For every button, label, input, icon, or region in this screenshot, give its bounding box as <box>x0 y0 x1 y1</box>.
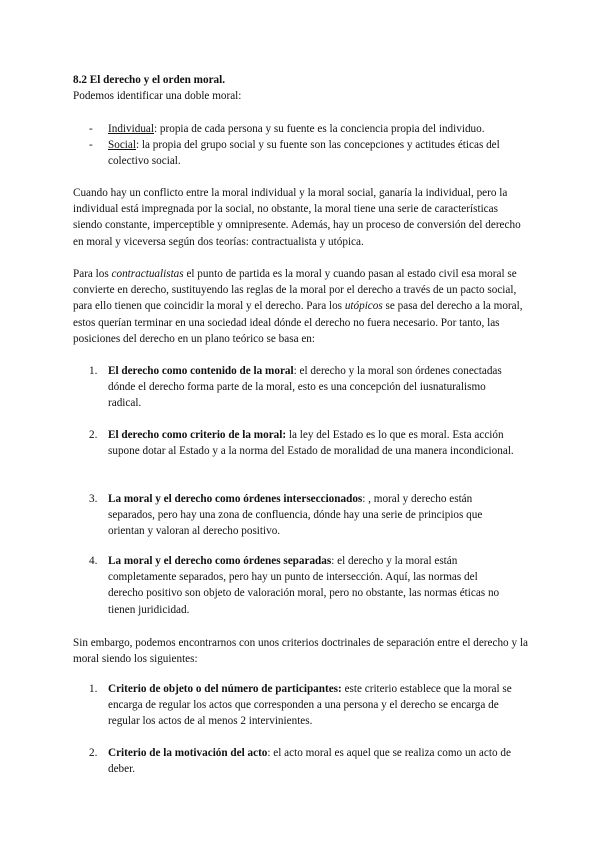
list-item <box>89 427 514 459</box>
section-intro: Podemos identificar una doble moral: <box>73 90 242 102</box>
item-text: la ley del Estado es lo que es moral. Esta acción supone dotar al Estado y a la norma del Estado de moralidad de una manera incondicional. <box>108 429 514 458</box>
item-text: : el derecho y la moral están completamente separados, pero hay un punto de intersección. Aquí, las normas del derecho positivo son objeto de valoración moral, pero no obstante, las normas éticas no tienen juridicidad. <box>108 555 500 616</box>
list-number: 1. <box>89 365 98 377</box>
item-text: : , moral y derecho están separados, pero hay una zona de confluencia, dónde hay una serie de principios que orientan y valoran al derecho positivo. <box>108 493 483 538</box>
item-title: El derecho como criterio de la moral: <box>108 429 287 441</box>
item-title: La moral y el derecho como órdenes separadas <box>108 555 332 567</box>
list-item <box>89 745 514 777</box>
paragraph-text: se pasa del derecho a la moral, estos querían terminar en una sociedad ideal dónde el derecho no fuera necesario. Por tanto, las posiciones del derecho en un plano teórico se basa en: <box>73 300 523 345</box>
item-text: este criterio establece que la moral se encarga de regular los actos que corresponden a una persona y el derecho se encarga de regular los actos de al menos 2 intervinientes. <box>108 683 512 728</box>
paragraph <box>73 266 528 347</box>
bullet-term: Individual <box>108 123 154 135</box>
item-title: Criterio de objeto o del número de participantes: <box>108 683 342 695</box>
section-heading: 8.2 El derecho y el orden moral. <box>73 74 226 86</box>
paragraph-text: el punto de partida es la moral y cuando pasan al estado civil esa moral se convierte en derecho, sustituyendo las reglas de la moral por el derecho a través de un pacto social, para ello tienen que coincidir la moral y el derecho. Para los <box>73 268 517 313</box>
item-text: : el derecho y la moral son órdenes conectadas dónde el derecho forma parte de la moral, esto es una concepción del iusnaturalismo radical. <box>108 365 502 410</box>
list-item <box>89 553 514 618</box>
bullet-text: : la propia del grupo social y su fuente son las concepciones y actitudes éticas del colectivo social. <box>108 139 500 168</box>
paragraph-italic: utópicos <box>344 300 383 313</box>
item-title: El derecho como contenido de la moral <box>108 365 294 377</box>
bullet-marker: - <box>89 123 93 135</box>
list-item <box>89 681 514 730</box>
list-number: 2. <box>89 429 98 441</box>
bullet-marker: - <box>89 139 93 151</box>
bullet-text: : propia de cada persona y su fuente es la conciencia propia del individuo. <box>154 123 485 135</box>
item-title: La moral y el derecho como órdenes interseccionados <box>108 493 363 505</box>
list-item <box>89 137 529 169</box>
list-item <box>89 363 514 412</box>
item-text: : el acto moral es aquel que se realiza como un acto de deber. <box>108 747 511 776</box>
paragraph: Sin embargo, podemos encontrarnos con unos criterios doctrinales de separación entre el derecho y la moral siendo los siguientes: <box>73 637 528 666</box>
list-number: 2. <box>89 747 98 759</box>
paragraph-text: Para los <box>73 268 112 280</box>
paragraph-italic: contractualistas <box>111 268 184 280</box>
item-title: Criterio de la motivación del acto <box>108 747 268 759</box>
list-item <box>89 121 529 137</box>
bullet-term: Social <box>108 139 136 151</box>
list-number: 3. <box>89 493 98 505</box>
list-number: 1. <box>89 683 98 695</box>
list-number: 4. <box>89 555 98 567</box>
list-item <box>89 491 514 540</box>
paragraph: Cuando hay un conflicto entre la moral individual y la moral social, ganaría la individual, pero la individual está impregnada por la social, no obstante, la moral tiene una serie de características siendo constante, imperceptible y omnipresente. Además, hay un proceso de conversión del derecho en moral y viceversa según dos teorías: contractualista y utópica. <box>73 187 521 248</box>
